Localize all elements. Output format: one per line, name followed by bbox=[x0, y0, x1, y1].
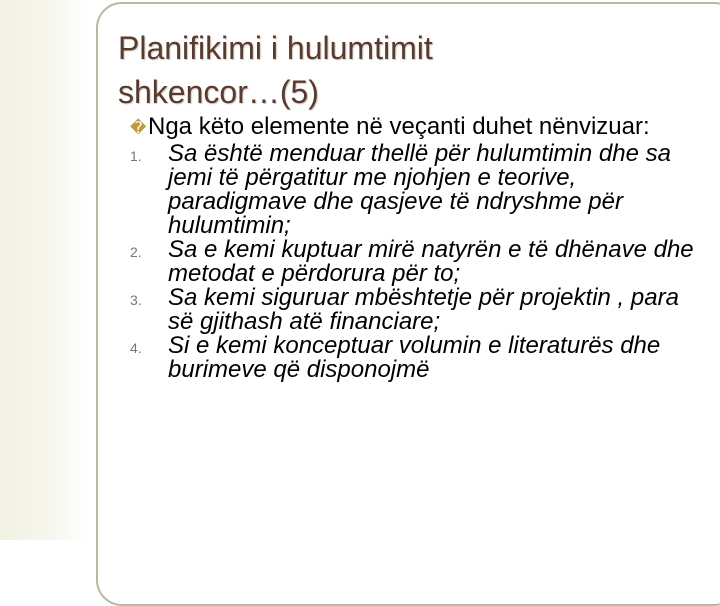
slide-title bbox=[118, 26, 678, 114]
slide-body bbox=[130, 115, 710, 382]
list-item-number: 4. bbox=[130, 340, 142, 356]
list-item-text: Si e kemi konceptuar volumin e literaturës dhe burimeve që disponojmë bbox=[168, 332, 661, 383]
numbered-list bbox=[130, 142, 710, 382]
list-item bbox=[130, 286, 710, 334]
list-item-text: Sa është menduar thellë për hulumtimin dhe sa jemi të përgatitur me njohjen e teorive, paradigmave dhe qasjeve të ndryshme për hulumtimin; bbox=[168, 140, 671, 239]
list-item-text: Sa kemi siguruar mbështetje për projektin , para së gjithash atë financiare; bbox=[168, 284, 679, 335]
intro-text: Nga këto elemente në veçanti duhet nënvizuar: bbox=[148, 113, 650, 140]
list-item bbox=[130, 238, 710, 286]
left-decorative-band bbox=[0, 0, 88, 540]
list-item-number: 2. bbox=[130, 244, 142, 260]
list-item-number: 1. bbox=[130, 148, 142, 164]
bullet-icon: � bbox=[130, 120, 147, 137]
intro-paragraph bbox=[130, 115, 710, 139]
list-item-number: 3. bbox=[130, 292, 142, 308]
title-line-1: Planifikimi i hulumtimit bbox=[118, 30, 433, 66]
list-item-text: Sa e kemi kuptuar mirë natyrën e të dhënave dhe metodat e përdorura për to; bbox=[168, 236, 694, 287]
title-line-2: shkencor…(5) bbox=[118, 74, 319, 110]
list-item bbox=[130, 334, 710, 382]
list-item bbox=[130, 142, 710, 238]
